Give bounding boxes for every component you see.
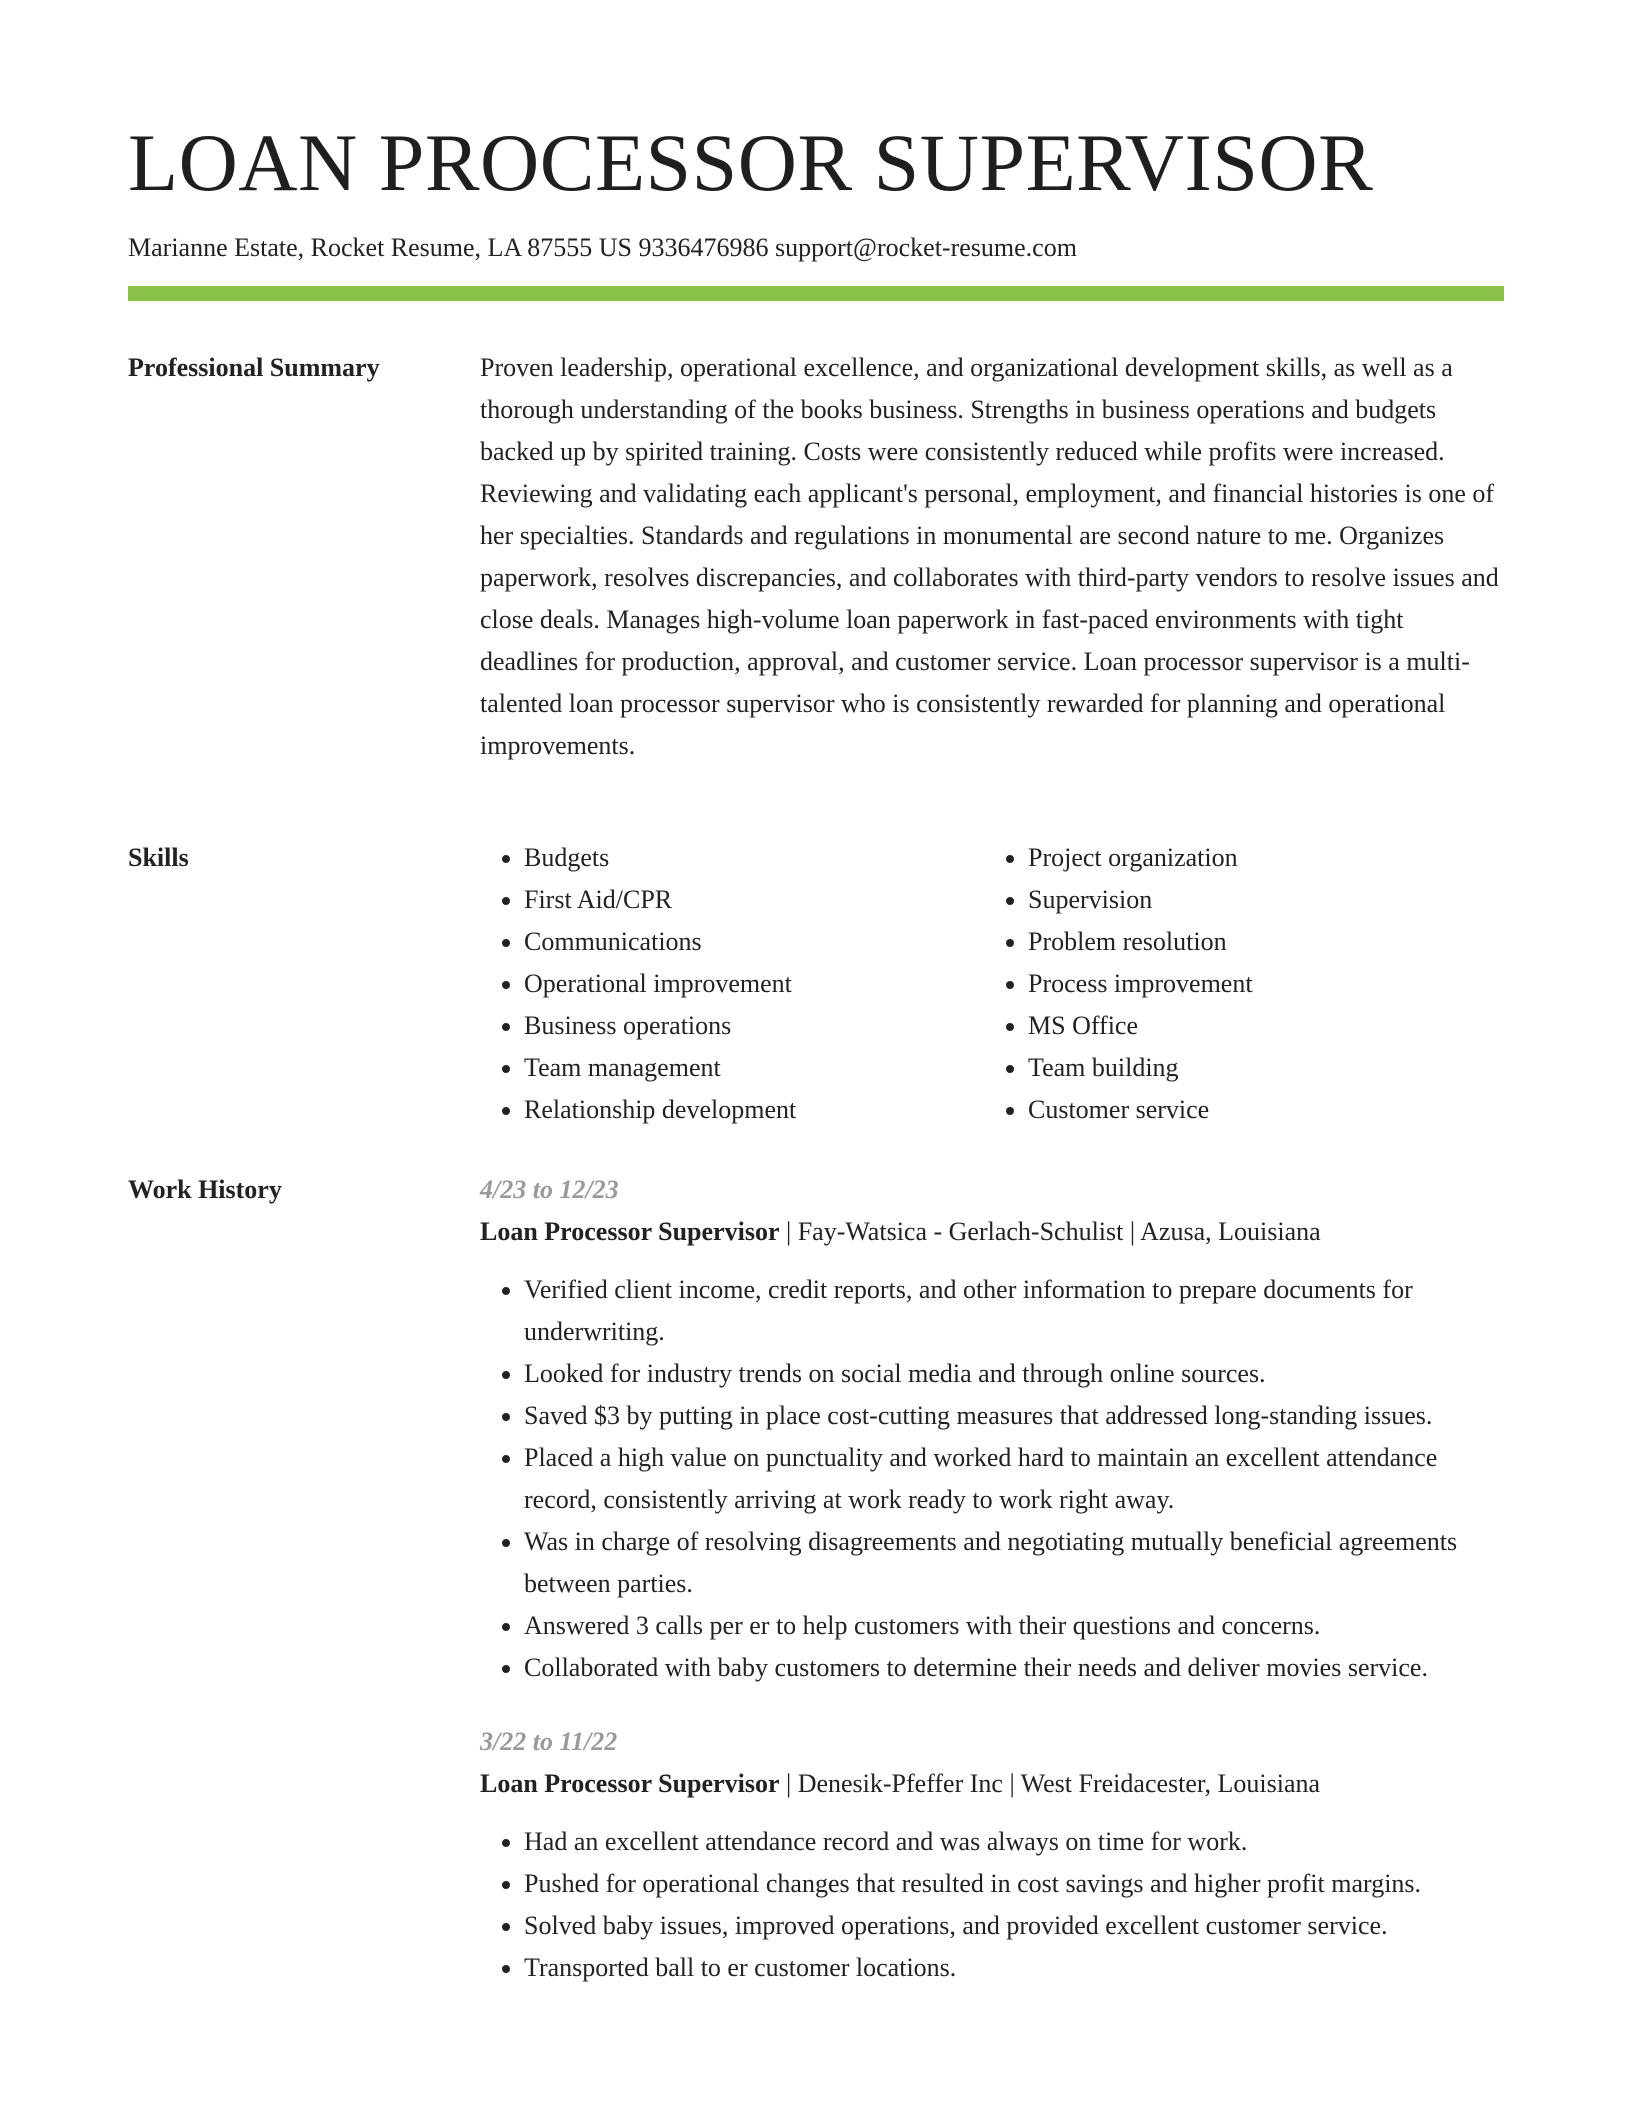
job-dates: 4/23 to 12/23: [480, 1175, 619, 1204]
job-entry: [480, 1169, 1504, 1689]
job-bullet: • Solved baby issues, improved operations, and provided excellent customer service.: [524, 1905, 1504, 1947]
job-bullet: • Transported ball to er customer locations.: [524, 1947, 1504, 1989]
skills-list-left: [480, 837, 984, 1131]
contact-line: Marianne Estate, Rocket Resume, LA 87555 US 9336476986 support@rocket-resume.com: [128, 233, 1077, 262]
skill-item: • Customer service: [1028, 1089, 1488, 1131]
skill-item: • Team management: [524, 1047, 984, 1089]
skill-item: • Team building: [1028, 1047, 1488, 1089]
job-title-line: [480, 1211, 1504, 1253]
skill-item: • Problem resolution: [1028, 921, 1488, 963]
job-bullet: • Answered 3 calls per er to help customers with their questions and concerns.: [524, 1605, 1504, 1647]
work-history-heading: Work History: [128, 1175, 282, 1204]
skill-item: • Project organization: [1028, 837, 1488, 879]
job-bullet: • Pushed for operational changes that resulted in cost savings and higher profit margins.: [524, 1863, 1504, 1905]
skill-item: • Communications: [524, 921, 984, 963]
job-bullet: • Was in charge of resolving disagreements and negotiating mutually beneficial agreements between parties.: [524, 1521, 1504, 1605]
resume-title: LOAN PROCESSOR SUPERVISOR: [128, 117, 1374, 208]
skill-item: • Process improvement: [1028, 963, 1488, 1005]
skills-heading: Skills: [128, 843, 189, 872]
skills-body: [480, 837, 1504, 1131]
job-employer-location: | Denesik-Pfeffer Inc | West Freidacester, Louisiana: [779, 1769, 1321, 1798]
skills-list-right: [984, 837, 1488, 1131]
job-bullet: • Had an excellent attendance record and was always on time for work.: [524, 1821, 1504, 1863]
job-title-line: [480, 1763, 1504, 1805]
job-bullet-list: [480, 1821, 1504, 1989]
job-dates: 3/22 to 11/22: [480, 1727, 618, 1756]
skill-item: • Relationship development: [524, 1089, 984, 1131]
job-bullet: • Placed a high value on punctuality and worked hard to maintain an excellent attendance record, consistently arriving at work ready to work right away.: [524, 1437, 1504, 1521]
job-employer-location: | Fay-Watsica - Gerlach-Schulist | Azusa, Louisiana: [779, 1217, 1321, 1246]
job-title: Loan Processor Supervisor: [480, 1217, 780, 1246]
skill-item: • Budgets: [524, 837, 984, 879]
accent-divider: [128, 286, 1504, 301]
job-entry: [480, 1721, 1504, 1989]
summary-heading: Professional Summary: [128, 353, 380, 382]
job-bullet-list: [480, 1269, 1504, 1689]
summary-body: [480, 347, 1504, 767]
job-bullet: • Verified client income, credit reports, and other information to prepare documents for underwriting.: [524, 1269, 1504, 1353]
summary-text: Proven leadership, operational excellence, and organizational development skills, as well as a thorough understanding of the books business. Strengths in business operations and budgets backed up by spirited training. Costs were consistently reduced while profits were increased. Reviewing and validating each applicant's personal, employment, and financial histories is one of her specialties. Standards and regulations in monumental are second nature to me. Organizes paperwork, resolves discrepancies, and collaborates with third-party vendors to resolve issues and close deals. Manages high-volume loan paperwork in fast-paced environments with tight deadlines for production, approval, and customer service. Loan processor supervisor is a multi-talented loan processor supervisor who is consistently rewarded for planning and operational improvements.: [480, 353, 1499, 760]
skill-item: • MS Office: [1028, 1005, 1488, 1047]
skill-item: • Business operations: [524, 1005, 984, 1047]
job-title: Loan Processor Supervisor: [480, 1769, 780, 1798]
skill-item: • Supervision: [1028, 879, 1488, 921]
job-bullet: • Looked for industry trends on social media and through online sources.: [524, 1353, 1504, 1395]
skills-columns: [480, 837, 1504, 1131]
skill-item: • Operational improvement: [524, 963, 984, 1005]
work-history-body: [480, 1169, 1504, 2021]
job-bullet: • Saved $3 by putting in place cost-cutting measures that addressed long-standing issues.: [524, 1395, 1504, 1437]
job-bullet: • Collaborated with baby customers to determine their needs and deliver movies service.: [524, 1647, 1504, 1689]
skill-item: • First Aid/CPR: [524, 879, 984, 921]
